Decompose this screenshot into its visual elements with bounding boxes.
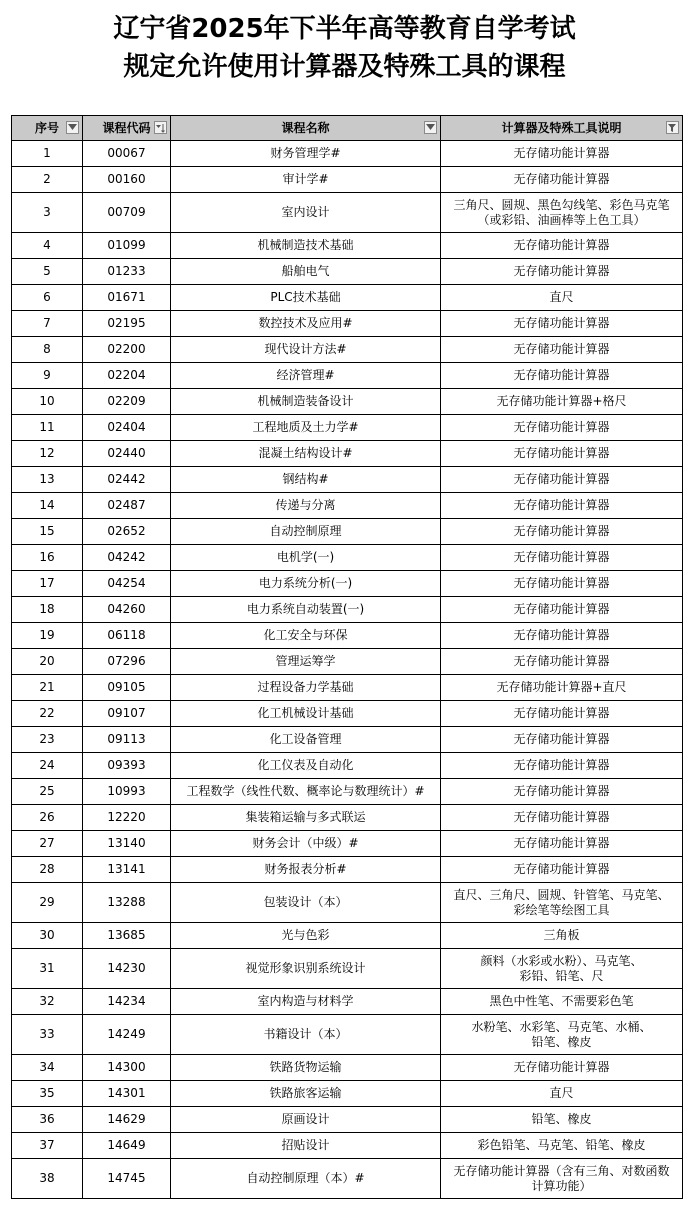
header-row xyxy=(12,116,683,141)
cell-name: 钢结构# xyxy=(171,467,441,493)
cell-tools-line-2: 彩绘笔等绘图工具 xyxy=(513,902,610,917)
cell-name: 铁路旅客运输 xyxy=(171,1081,441,1107)
cell-index: 10 xyxy=(12,389,83,415)
table-row xyxy=(12,649,683,675)
cell-code: 02487 xyxy=(83,493,171,519)
cell-name: 原画设计 xyxy=(171,1107,441,1133)
cell-index: 19 xyxy=(12,623,83,649)
cell-tools: 无存储功能计算器 xyxy=(441,727,683,753)
cell-name: 室内设计 xyxy=(171,193,441,233)
cell-code: 13685 xyxy=(83,923,171,949)
cell-tools: 无存储功能计算器 xyxy=(441,467,683,493)
cell-name: 化工仪表及自动化 xyxy=(171,753,441,779)
table-row xyxy=(12,949,683,989)
table-row xyxy=(12,623,683,649)
cell-tools: 无存储功能计算器 xyxy=(441,493,683,519)
cell-index: 30 xyxy=(12,923,83,949)
cell-index: 18 xyxy=(12,597,83,623)
table-row xyxy=(12,141,683,167)
cell-code: 02440 xyxy=(83,441,171,467)
cell-tools xyxy=(441,193,683,233)
table-row xyxy=(12,675,683,701)
cell-code: 09105 xyxy=(83,675,171,701)
table-row xyxy=(12,1159,683,1199)
cell-tools: 无存储功能计算器 xyxy=(441,1055,683,1081)
table-row xyxy=(12,389,683,415)
cell-code: 14301 xyxy=(83,1081,171,1107)
table-row xyxy=(12,363,683,389)
cell-name: 传递与分离 xyxy=(171,493,441,519)
cell-index: 24 xyxy=(12,753,83,779)
cell-name: 集装箱运输与多式联运 xyxy=(171,805,441,831)
cell-name: 机械制造技术基础 xyxy=(171,233,441,259)
table-row xyxy=(12,1133,683,1159)
cell-tools: 无存储功能计算器 xyxy=(441,623,683,649)
cell-code: 14230 xyxy=(83,949,171,989)
cell-tools: 无存储功能计算器 xyxy=(441,337,683,363)
table-row xyxy=(12,167,683,193)
header-name xyxy=(171,116,441,141)
cell-code: 02200 xyxy=(83,337,171,363)
cell-index: 20 xyxy=(12,649,83,675)
cell-code: 02204 xyxy=(83,363,171,389)
cell-tools: 无存储功能计算器 xyxy=(441,545,683,571)
cell-index: 22 xyxy=(12,701,83,727)
header-code-label: 课程代码 xyxy=(102,120,151,135)
cell-index: 13 xyxy=(12,467,83,493)
cell-code: 09113 xyxy=(83,727,171,753)
cell-index: 23 xyxy=(12,727,83,753)
table-row xyxy=(12,923,683,949)
title-block xyxy=(0,0,689,110)
cell-name: 自动控制原理 xyxy=(171,519,441,545)
table-row xyxy=(12,467,683,493)
cell-tools: 无存储功能计算器 xyxy=(441,415,683,441)
cell-code: 00067 xyxy=(83,141,171,167)
cell-index: 35 xyxy=(12,1081,83,1107)
cell-code: 14234 xyxy=(83,989,171,1015)
cell-tools-line-1: 三角尺、圆规、黑色勾线笔、彩色马克笔 xyxy=(453,197,670,212)
cell-index: 32 xyxy=(12,989,83,1015)
table-row xyxy=(12,1015,683,1055)
cell-name: 招贴设计 xyxy=(171,1133,441,1159)
cell-tools: 无存储功能计算器 xyxy=(441,779,683,805)
table-row xyxy=(12,1055,683,1081)
cell-name: 工程数学（线性代数、概率论与数理统计）# xyxy=(171,779,441,805)
cell-code: 02442 xyxy=(83,467,171,493)
cell-tools: 三角板 xyxy=(441,923,683,949)
cell-index: 37 xyxy=(12,1133,83,1159)
cell-code: 01671 xyxy=(83,285,171,311)
cell-name: 经济管理# xyxy=(171,363,441,389)
cell-tools: 无存储功能计算器 xyxy=(441,649,683,675)
cell-name: 包装设计（本） xyxy=(171,883,441,923)
cell-index: 36 xyxy=(12,1107,83,1133)
cell-index: 31 xyxy=(12,949,83,989)
cell-tools: 无存储功能计算器 xyxy=(441,441,683,467)
cell-index: 38 xyxy=(12,1159,83,1199)
cell-tools-line-1: 直尺、三角尺、圆规、针管笔、马克笔、 xyxy=(453,887,670,902)
table-row xyxy=(12,1081,683,1107)
table-row xyxy=(12,701,683,727)
cell-name: 自动控制原理（本）# xyxy=(171,1159,441,1199)
cell-tools-line-1: 颜料（水彩或水粉）、马克笔、 xyxy=(480,953,643,968)
cell-tools xyxy=(441,1015,683,1055)
cell-index: 34 xyxy=(12,1055,83,1081)
cell-tools: 彩色铅笔、马克笔、铅笔、橡皮 xyxy=(441,1133,683,1159)
cell-name: 过程设备力学基础 xyxy=(171,675,441,701)
cell-tools: 无存储功能计算器+格尺 xyxy=(441,389,683,415)
cell-index: 2 xyxy=(12,167,83,193)
cell-code: 02652 xyxy=(83,519,171,545)
cell-name: 室内构造与材料学 xyxy=(171,989,441,1015)
cell-name: 视觉形象识别系统设计 xyxy=(171,949,441,989)
cell-tools: 无存储功能计算器 xyxy=(441,597,683,623)
cell-index: 12 xyxy=(12,441,83,467)
cell-code: 09393 xyxy=(83,753,171,779)
cell-code: 04242 xyxy=(83,545,171,571)
cell-index: 17 xyxy=(12,571,83,597)
table-row xyxy=(12,989,683,1015)
cell-code: 12220 xyxy=(83,805,171,831)
table-row xyxy=(12,831,683,857)
cell-code: 04260 xyxy=(83,597,171,623)
table-row xyxy=(12,441,683,467)
courses-table xyxy=(11,115,683,1199)
cell-code: 02404 xyxy=(83,415,171,441)
cell-name: 财务管理学# xyxy=(171,141,441,167)
cell-name: 铁路货物运输 xyxy=(171,1055,441,1081)
cell-tools: 无存储功能计算器 xyxy=(441,363,683,389)
header-tools xyxy=(441,116,683,141)
cell-index: 4 xyxy=(12,233,83,259)
cell-code: 14629 xyxy=(83,1107,171,1133)
table-row xyxy=(12,259,683,285)
cell-tools: 无存储功能计算器 xyxy=(441,753,683,779)
cell-name: 书籍设计（本） xyxy=(171,1015,441,1055)
cell-tools: 无存储功能计算器 xyxy=(441,167,683,193)
cell-code: 13141 xyxy=(83,857,171,883)
cell-name: 机械制造装备设计 xyxy=(171,389,441,415)
table-row xyxy=(12,233,683,259)
cell-tools-line-2: 彩铅、铅笔、尺 xyxy=(519,968,604,983)
cell-name: 数控技术及应用# xyxy=(171,311,441,337)
cell-index: 28 xyxy=(12,857,83,883)
cell-name: 电力系统自动装置(一) xyxy=(171,597,441,623)
cell-code: 14745 xyxy=(83,1159,171,1199)
cell-name: 化工安全与环保 xyxy=(171,623,441,649)
cell-code: 14300 xyxy=(83,1055,171,1081)
cell-name: 电机学(一) xyxy=(171,545,441,571)
title-line-2: 规定允许使用计算器及特殊工具的课程 xyxy=(123,52,566,82)
cell-tools: 无存储功能计算器 xyxy=(441,311,683,337)
cell-tools: 无存储功能计算器 xyxy=(441,141,683,167)
cell-tools: 无存储功能计算器 xyxy=(441,831,683,857)
cell-name: 审计学# xyxy=(171,167,441,193)
cell-code: 00160 xyxy=(83,167,171,193)
cell-tools-line-2: 铅笔、橡皮 xyxy=(531,1034,592,1049)
cell-index: 16 xyxy=(12,545,83,571)
cell-name: 混凝土结构设计# xyxy=(171,441,441,467)
table-row xyxy=(12,545,683,571)
cell-tools-line-1: 水粉笔、水彩笔、马克笔、水桶、 xyxy=(471,1019,652,1034)
header-index xyxy=(12,116,83,141)
table-row xyxy=(12,311,683,337)
cell-name: PLC技术基础 xyxy=(171,285,441,311)
cell-code: 06118 xyxy=(83,623,171,649)
cell-tools: 无存储功能计算器 xyxy=(441,259,683,285)
cell-index: 27 xyxy=(12,831,83,857)
cell-name: 光与色彩 xyxy=(171,923,441,949)
cell-index: 5 xyxy=(12,259,83,285)
cell-name: 化工设备管理 xyxy=(171,727,441,753)
cell-code: 04254 xyxy=(83,571,171,597)
sort-filter-icon[interactable] xyxy=(154,121,167,134)
cell-index: 6 xyxy=(12,285,83,311)
filter-dropdown-icon[interactable] xyxy=(66,121,79,134)
cell-tools: 无存储功能计算器 xyxy=(441,701,683,727)
cell-tools: 无存储功能计算器 xyxy=(441,857,683,883)
cell-name: 化工机械设计基础 xyxy=(171,701,441,727)
cell-code: 02195 xyxy=(83,311,171,337)
cell-name: 船舶电气 xyxy=(171,259,441,285)
cell-code: 14649 xyxy=(83,1133,171,1159)
cell-tools: 直尺 xyxy=(441,1081,683,1107)
filter-dropdown-icon[interactable] xyxy=(424,121,437,134)
cell-code: 10993 xyxy=(83,779,171,805)
cell-code: 00709 xyxy=(83,193,171,233)
table-row xyxy=(12,779,683,805)
cell-index: 26 xyxy=(12,805,83,831)
cell-tools: 无存储功能计算器 xyxy=(441,233,683,259)
table-row xyxy=(12,857,683,883)
table-row xyxy=(12,337,683,363)
cell-tools: 无存储功能计算器 xyxy=(441,519,683,545)
cell-index: 7 xyxy=(12,311,83,337)
cell-code: 13140 xyxy=(83,831,171,857)
cell-index: 9 xyxy=(12,363,83,389)
table-row xyxy=(12,1107,683,1133)
cell-index: 21 xyxy=(12,675,83,701)
cell-index: 3 xyxy=(12,193,83,233)
cell-index: 29 xyxy=(12,883,83,923)
header-name-label: 课程名称 xyxy=(281,120,330,135)
table-row xyxy=(12,597,683,623)
cell-tools-line-2: 计算功能） xyxy=(531,1178,592,1193)
table-row xyxy=(12,285,683,311)
cell-tools: 铅笔、橡皮 xyxy=(441,1107,683,1133)
cell-tools xyxy=(441,883,683,923)
cell-name: 财务会计（中级）# xyxy=(171,831,441,857)
table-row xyxy=(12,753,683,779)
cell-tools xyxy=(441,949,683,989)
cell-index: 11 xyxy=(12,415,83,441)
cell-code: 01099 xyxy=(83,233,171,259)
cell-tools-line-2: （或彩铅、油画棒等上色工具） xyxy=(477,212,646,227)
header-tools-label: 计算器及特殊工具说明 xyxy=(501,120,622,135)
cell-code: 07296 xyxy=(83,649,171,675)
table-row xyxy=(12,571,683,597)
cell-index: 8 xyxy=(12,337,83,363)
cell-name: 电力系统分析(一) xyxy=(171,571,441,597)
table-row xyxy=(12,415,683,441)
cell-tools-line-1: 无存储功能计算器（含有三角、对数函数 xyxy=(453,1163,670,1178)
title-line-1: 辽宁省2025年下半年高等教育自学考试 xyxy=(113,14,576,44)
cell-tools: 黑色中性笔、不需要彩色笔 xyxy=(441,989,683,1015)
cell-code: 14249 xyxy=(83,1015,171,1055)
table-row xyxy=(12,193,683,233)
cell-tools: 无存储功能计算器+直尺 xyxy=(441,675,683,701)
header-index-label: 序号 xyxy=(34,120,59,135)
table-row xyxy=(12,493,683,519)
cell-index: 33 xyxy=(12,1015,83,1055)
cell-tools: 直尺 xyxy=(441,285,683,311)
table-row xyxy=(12,727,683,753)
cell-index: 1 xyxy=(12,141,83,167)
table-row xyxy=(12,519,683,545)
cell-name: 现代设计方法# xyxy=(171,337,441,363)
cell-code: 13288 xyxy=(83,883,171,923)
cell-name: 工程地质及土力学# xyxy=(171,415,441,441)
table-row xyxy=(12,805,683,831)
cell-tools: 无存储功能计算器 xyxy=(441,571,683,597)
cell-index: 14 xyxy=(12,493,83,519)
cell-tools xyxy=(441,1159,683,1199)
table-row xyxy=(12,883,683,923)
header-code xyxy=(83,116,171,141)
cell-code: 02209 xyxy=(83,389,171,415)
cell-code: 01233 xyxy=(83,259,171,285)
cell-index: 25 xyxy=(12,779,83,805)
active-filter-icon[interactable] xyxy=(666,121,679,134)
cell-tools: 无存储功能计算器 xyxy=(441,805,683,831)
cell-code: 09107 xyxy=(83,701,171,727)
cell-name: 管理运筹学 xyxy=(171,649,441,675)
cell-index: 15 xyxy=(12,519,83,545)
cell-name: 财务报表分析# xyxy=(171,857,441,883)
